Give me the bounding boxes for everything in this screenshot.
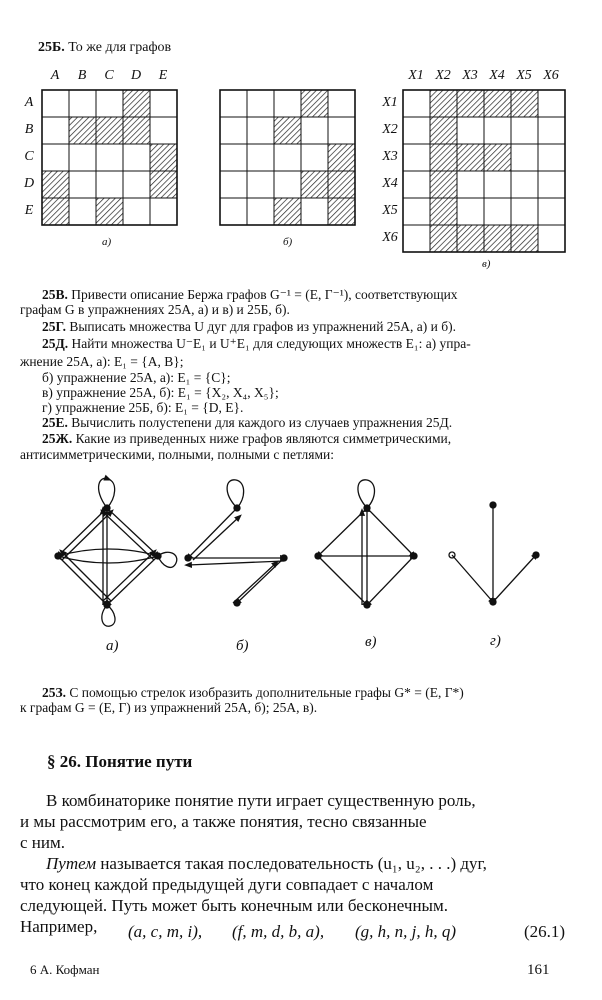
matrix-a-cell [150,144,177,171]
matrix-b-cell [274,90,301,117]
graph-b [185,480,287,606]
matrix-a-row-label: C [24,149,34,164]
matrix-a-cell [42,198,69,225]
matrix-c-cell [457,225,484,252]
matrix-b-cell [301,90,328,117]
matrix-c-row-label: X1 [382,95,398,110]
matrix-a-cell [96,198,123,225]
matrix-b-cell [274,171,301,198]
matrix-c-cell [457,117,484,144]
matrix-c-cell [430,171,457,198]
matrix-a-cell [42,171,69,198]
matrix-a-cell [123,117,150,144]
matrix-a-col-label: D [130,68,142,83]
matrix-b-cell [274,117,301,144]
ex-25d-line5: г) упражнение 25Б, б): E₁ = {D, E}. [42,400,244,415]
matrix-a-cell [150,171,177,198]
matrix-b-cell [220,90,247,117]
matrix-c-cell [538,117,565,144]
ex-25d-line4: в) упражнение 25А, б): E₁ = {X₂, X₄, X₅}; [42,385,279,400]
ex-25v-line2: графам G в упражнениях 25А, а) и в) и 25Б, б). [20,302,290,317]
matrix-c-cell [538,144,565,171]
ex-25g-line1: 25Г. Выписать множества U дуг для графов из упражнений 25А, а) и б). [42,319,457,334]
matrix-b-cell [220,117,247,144]
matrix-b-cell [328,117,355,144]
body-p1-l1: В комбинаторике понятие пути играет существенную роль, [46,791,476,810]
matrix-a-cell [123,198,150,225]
matrix-c-col-label: X6 [543,68,559,83]
matrix-a-row-label: B [24,122,34,137]
matrix-c-cell [484,117,511,144]
matrix-b-cell [247,198,274,225]
matrix-c-col-label: X1 [408,68,424,83]
matrix-a-cell [69,90,96,117]
matrix-c-cell [430,117,457,144]
matrix-c-row-label: X2 [382,122,398,137]
ex-25z-line2: к графам G = (E, Γ) из упражнений 25А, б); 25А, в). [20,700,318,715]
matrix-b-cell [274,198,301,225]
ex-25z-line1: 25З. С помощью стрелок изобразить дополнительные графы G* = (E, Γ*) [42,685,464,700]
matrix-b-cell [247,117,274,144]
matrix-a-cell [69,117,96,144]
matrix-a-row-label: A [24,95,34,110]
matrix-a [42,90,182,232]
matrix-b [220,90,360,232]
exercise-number: 25Б. [38,40,65,55]
matrix-c-col-label: X4 [489,68,505,83]
ex-25zh-line1: 25Ж. Какие из приведенных ниже графов являются симметрическими, [42,431,452,446]
formula-path-3: (g, h, n, j, h, q) [355,922,457,941]
matrix-b-cell [301,117,328,144]
body-p2-l1: Путем называется такая последовательность (u₁, u₂, . . .) дуг, [46,854,487,873]
page-number: 161 [527,962,550,978]
matrix-c-cell [430,198,457,225]
matrix-c-cell [457,198,484,225]
ex-25d-line1: 25Д. Найти множества U⁻E₁ и U⁺E₁ для следующих множеств E₁: а) упра- [42,336,471,351]
matrix-c-cell [430,225,457,252]
matrix-a-cell [42,90,69,117]
matrix-c-cell [457,144,484,171]
matrix-b-cell [328,198,355,225]
matrix-a-cell [69,171,96,198]
body-p2-l4: Например, [20,917,98,936]
matrix-c [403,90,569,256]
ex-25e-line1: 25Е. Вычислить полустепени для каждого из случаев упражнения 25Д. [42,415,453,430]
matrix-a-cell [123,144,150,171]
matrix-c-row-label: X6 [382,230,398,245]
matrix-c-cell [511,144,538,171]
matrix-a-cell [96,90,123,117]
matrix-a-cell [42,144,69,171]
matrix-a-col-label: A [50,68,60,83]
matrix-b-cell [220,171,247,198]
matrix-c-cell [403,171,430,198]
matrix-c-cell [403,117,430,144]
matrix-c-cell [538,171,565,198]
matrix-c-cell [484,144,511,171]
matrix-c-cell [511,198,538,225]
matrix-b-cell [301,198,328,225]
matrix-a-cell [96,171,123,198]
matrix-a-cell [96,117,123,144]
matrix-b-caption: б) [283,236,293,248]
matrix-c-cell [430,144,457,171]
matrix-c-cell [484,225,511,252]
matrix-c-cell [403,90,430,117]
graph-v-caption: в) [365,634,377,650]
matrix-c-cell [403,225,430,252]
matrix-b-cell [247,144,274,171]
ex-25d-line2: жнение 25А, а): E₁ = {A, B}; [20,354,184,369]
matrix-b-cell [220,198,247,225]
matrix-c-caption: в) [482,258,491,270]
body-p2-l3: следующей. Путь может быть конечным или бесконечным. [20,896,448,915]
matrix-c-cell [511,225,538,252]
matrix-a-cell [42,117,69,144]
graph-a-caption: а) [106,638,119,654]
matrix-c-col-label: X5 [516,68,532,83]
footer-signature: 6 А. Кофман [30,962,100,977]
graph-figures [0,470,602,640]
matrix-b-cell [328,90,355,117]
matrix-c-col-label: X3 [462,68,478,83]
matrix-c-cell [538,198,565,225]
matrix-c-cell [538,225,565,252]
matrix-c-cell [403,198,430,225]
matrix-b-cell [220,144,247,171]
graph-g-caption: г) [490,633,501,649]
matrix-b-cell [328,171,355,198]
graph-v [315,480,417,608]
matrix-c-cell [457,90,484,117]
matrix-c-cell [430,90,457,117]
graph-g [449,502,539,605]
matrix-a-cell [150,90,177,117]
matrix-c-cell [538,90,565,117]
matrix-a-col-label: C [104,68,114,83]
graph-b-caption: б) [236,638,249,654]
matrix-c-cell [511,117,538,144]
matrix-a-cell [96,144,123,171]
matrix-a-row-label: D [23,176,35,191]
matrix-c-cell [484,198,511,225]
matrix-a-row-label: E [24,203,34,218]
body-p1-l2: и мы рассмотрим его, а также понятия, тесно связанные [20,812,427,831]
matrix-a-cell [123,171,150,198]
matrix-c-col-label: X2 [435,68,451,83]
matrix-c-row-label: X4 [382,176,398,191]
exercise-header [38,40,171,56]
matrix-b-cell [301,144,328,171]
matrix-b-cell [301,171,328,198]
ex-25v-line1: 25В. Привести описание Бержа графов G⁻¹ = (E, Γ⁻¹), соответствующих [42,287,458,302]
matrix-b-cell [274,144,301,171]
matrix-c-cell [484,90,511,117]
matrix-a-cell [150,198,177,225]
matrix-a-cell [123,90,150,117]
formula-path-2: (f, m, d, b, a), [232,922,325,941]
matrix-b-cell [247,171,274,198]
matrix-a-cell [69,144,96,171]
matrix-a-col-label: E [158,68,168,83]
exercise-text: То же для графов [68,40,172,55]
section-title: § 26. Понятие пути [47,752,193,771]
ex-25d-line3: б) упражнение 25А, а): E₁ = {C}; [42,370,231,385]
body-p1-l3: с ним. [20,833,65,852]
ex-25zh-line2: антисимметрическими, полными, полными с петлями: [20,447,335,462]
matrix-c-cell [484,171,511,198]
matrix-a-col-label: B [77,68,87,83]
matrix-a-cell [69,198,96,225]
matrix-a-caption: а) [102,236,112,248]
matrix-a-cell [150,117,177,144]
matrix-c-row-label: X3 [382,149,398,164]
matrix-c-cell [511,90,538,117]
matrix-c-cell [403,144,430,171]
formula-number: (26.1) [524,922,566,941]
matrix-c-row-label: X5 [382,203,398,218]
matrix-b-cell [328,144,355,171]
formula-path-1: (a, c, m, i), [128,922,203,941]
body-p2-l2: что конец каждой предыдущей дуги совпадает с началом [20,875,434,894]
matrix-c-cell [457,171,484,198]
graph-a [55,478,177,626]
matrix-b-cell [247,90,274,117]
matrix-c-cell [511,171,538,198]
